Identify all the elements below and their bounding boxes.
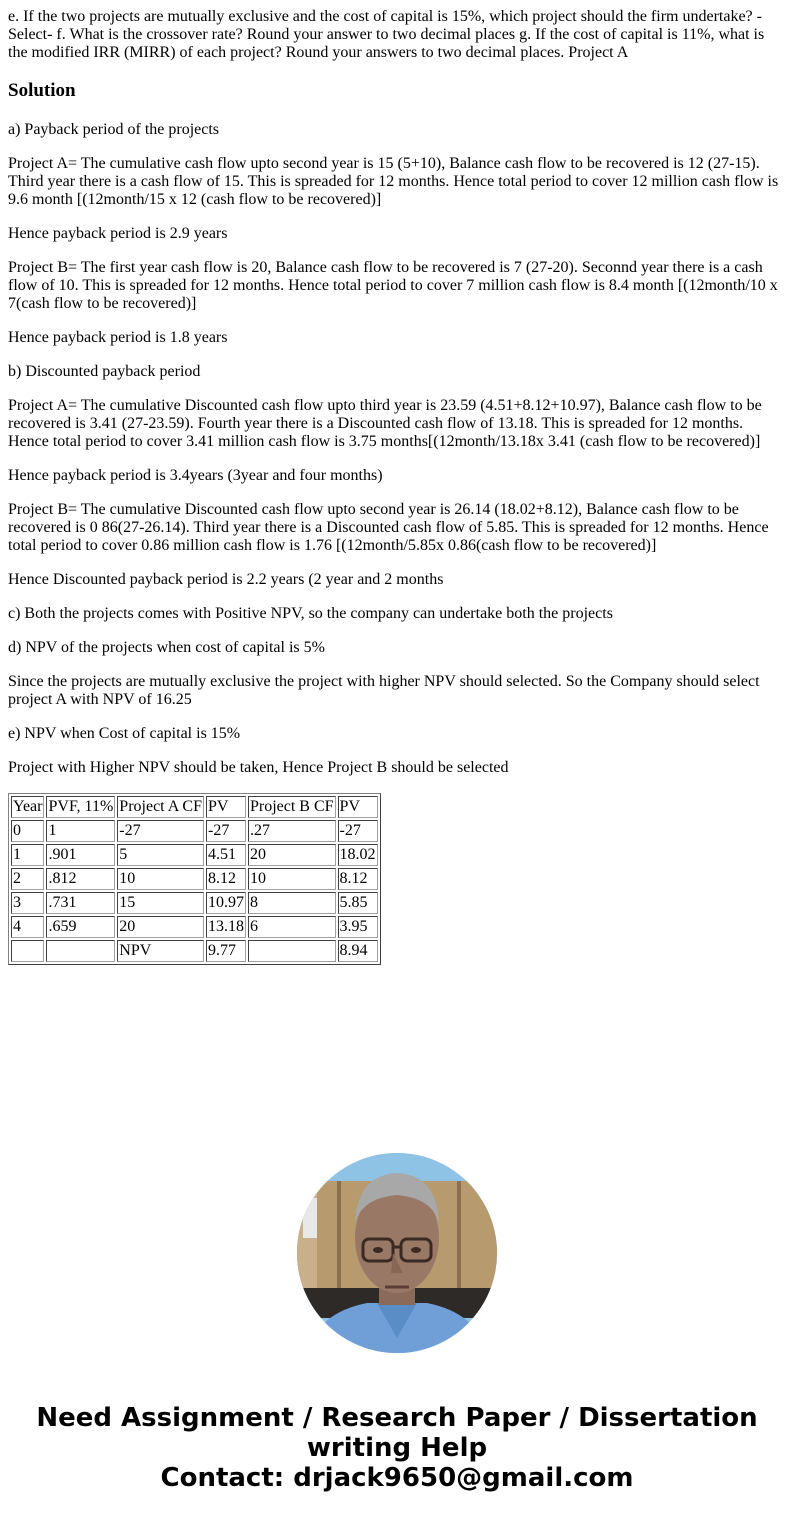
cell-year	[11, 940, 44, 962]
table-row-npv	[11, 940, 378, 962]
cell-project-b-cf: 10	[248, 868, 336, 890]
cell-project-a-npv: 9.77	[206, 940, 246, 962]
cell-project-b-pv: -27	[338, 820, 378, 842]
cell-project-b-pv: 8.12	[338, 868, 378, 890]
section-d-heading: d) NPV of the projects when cost of capital is 5%	[8, 639, 325, 656]
cell-project-a-pv: 8.12	[206, 868, 246, 890]
header-project-a-pv: PV	[206, 796, 246, 818]
table-row	[11, 916, 378, 938]
header-year: Year	[11, 796, 44, 818]
cell-project-a-cf: 10	[117, 868, 204, 890]
table-row	[11, 892, 378, 914]
payback-project-a-result: Hence payback period is 2.9 years	[8, 225, 228, 242]
cell-project-b-cf: .27	[248, 820, 336, 842]
header-pvf: PVF, 11%	[46, 796, 115, 818]
section-d-text: Since the projects are mutually exclusive the project with higher NPV should selected. So the Company should select project A with NPV of 16.25	[8, 673, 760, 708]
cell-project-b-cf	[248, 940, 336, 962]
cell-project-b-cf: 6	[248, 916, 336, 938]
cell-project-a-cf: -27	[117, 820, 204, 842]
section-e-heading: e) NPV when Cost of capital is 15%	[8, 725, 241, 742]
contact-banner	[0, 1403, 794, 1493]
question-text: e. If the two projects are mutually exclusive and the cost of capital is 15%, which project should the firm undertake? -Select- f. What is the crossover rate? Round your answer to two decimal places g. If the cost of capital is 11%, what is the modified IRR (MIRR) of each project? Round your answers to two decimal places. Project A	[8, 8, 765, 61]
table-row	[11, 868, 378, 890]
cell-year: 0	[11, 820, 44, 842]
cell-pvf: 1	[46, 820, 115, 842]
header-project-a-cf: Project A CF	[117, 796, 204, 818]
cell-pvf	[46, 940, 115, 962]
table-header-row	[11, 796, 378, 818]
cell-project-a-pv: -27	[206, 820, 246, 842]
cell-project-b-pv: 3.95	[338, 916, 378, 938]
cell-project-b-pv: 5.85	[338, 892, 378, 914]
cell-project-a-pv: 13.18	[206, 916, 246, 938]
header-project-b-pv: PV	[338, 796, 378, 818]
cell-pvf: .659	[46, 916, 115, 938]
cell-project-b-cf: 20	[248, 844, 336, 866]
solution-heading: Solution	[8, 80, 76, 101]
payback-project-b-result: Hence payback period is 1.8 years	[8, 329, 228, 346]
discounted-payback-project-b-result: Hence Discounted payback period is 2.2 years (2 year and 2 months	[8, 571, 444, 588]
cell-year: 1	[11, 844, 44, 866]
header-project-b-cf: Project B CF	[248, 796, 336, 818]
cell-year: 2	[11, 868, 44, 890]
cell-project-a-cf: 20	[117, 916, 204, 938]
discounted-payback-project-a: Project A= The cumulative Discounted cash flow upto third year is 23.59 (4.51+8.12+10.97), Balance cash flow to be recovered is 3.41 (27-23.59). Fourth year there is a Discounted cash flow of 13.18. This is spreaded for 12 months. Hence total period to cover 3.41 million cash flow is 3.75 months[(12month/13.18x 3.41 (cash flow to be recovered)]	[8, 397, 762, 450]
cell-project-b-cf: 8	[248, 892, 336, 914]
cell-project-b-pv: 18.02	[338, 844, 378, 866]
section-a-heading: a) Payback period of the projects	[8, 121, 220, 138]
table-row	[11, 844, 378, 866]
cell-pvf: .731	[46, 892, 115, 914]
section-c-text: c) Both the projects comes with Positive NPV, so the company can undertake both the projects	[8, 605, 613, 622]
cell-pvf: .812	[46, 868, 115, 890]
discounted-payback-project-a-result: Hence payback period is 3.4years (3year and four months)	[8, 467, 383, 484]
cell-project-b-npv: 8.94	[338, 940, 378, 962]
section-e-text: Project with Higher NPV should be taken, Hence Project B should be selected	[8, 759, 509, 776]
cell-project-a-cf: 15	[117, 892, 204, 914]
banner-line-1: Need Assignment / Research Paper / Dissertation	[36, 1403, 758, 1433]
npv-table	[8, 793, 381, 965]
payback-project-b: Project B= The first year cash flow is 20, Balance cash flow to be recovered is 7 (27-20). Seconnd year there is a cash flow of 10. This is spreaded for 12 months. Hence total period to cover 7 million cash flow is 8.4 month [(12month/10 x 7(cash flow to be recovered)]	[8, 259, 778, 312]
document-body	[8, 8, 786, 965]
section-b-heading: b) Discounted payback period	[8, 363, 201, 380]
cell-pvf: .901	[46, 844, 115, 866]
cell-project-a-pv: 10.97	[206, 892, 246, 914]
cell-npv-label: NPV	[117, 940, 204, 962]
banner-contact-line: Contact: drjack9650@gmail.com	[160, 1463, 634, 1493]
cell-year: 4	[11, 916, 44, 938]
banner-line-2: writing Help	[306, 1433, 488, 1463]
person-photo-icon	[297, 1153, 497, 1353]
discounted-payback-project-b: Project B= The cumulative Discounted cash flow upto second year is 26.14 (18.02+8.12), Balance cash flow to be recovered is 0 86(27-26.14). Third year there is a Discounted cash flow of 5.85. This is spreaded for 12 months. Hence total period to cover 0.86 million cash flow is 1.76 [(12month/5.85x 0.86(cash flow to be recovered)]	[8, 501, 769, 554]
cell-project-a-cf: 5	[117, 844, 204, 866]
payback-project-a: Project A= The cumulative cash flow upto second year is 15 (5+10), Balance cash flow to be recovered is 12 (27-15). Third year there is a cash flow of 15. This is spreaded for 12 months. Hence total period to cover 12 million cash flow is 9.6 month [(12month/15 x 12 (cash flow to be recovered)]	[8, 155, 779, 208]
cell-project-a-pv: 4.51	[206, 844, 246, 866]
cell-year: 3	[11, 892, 44, 914]
table-row	[11, 820, 378, 842]
avatar	[297, 1153, 497, 1353]
